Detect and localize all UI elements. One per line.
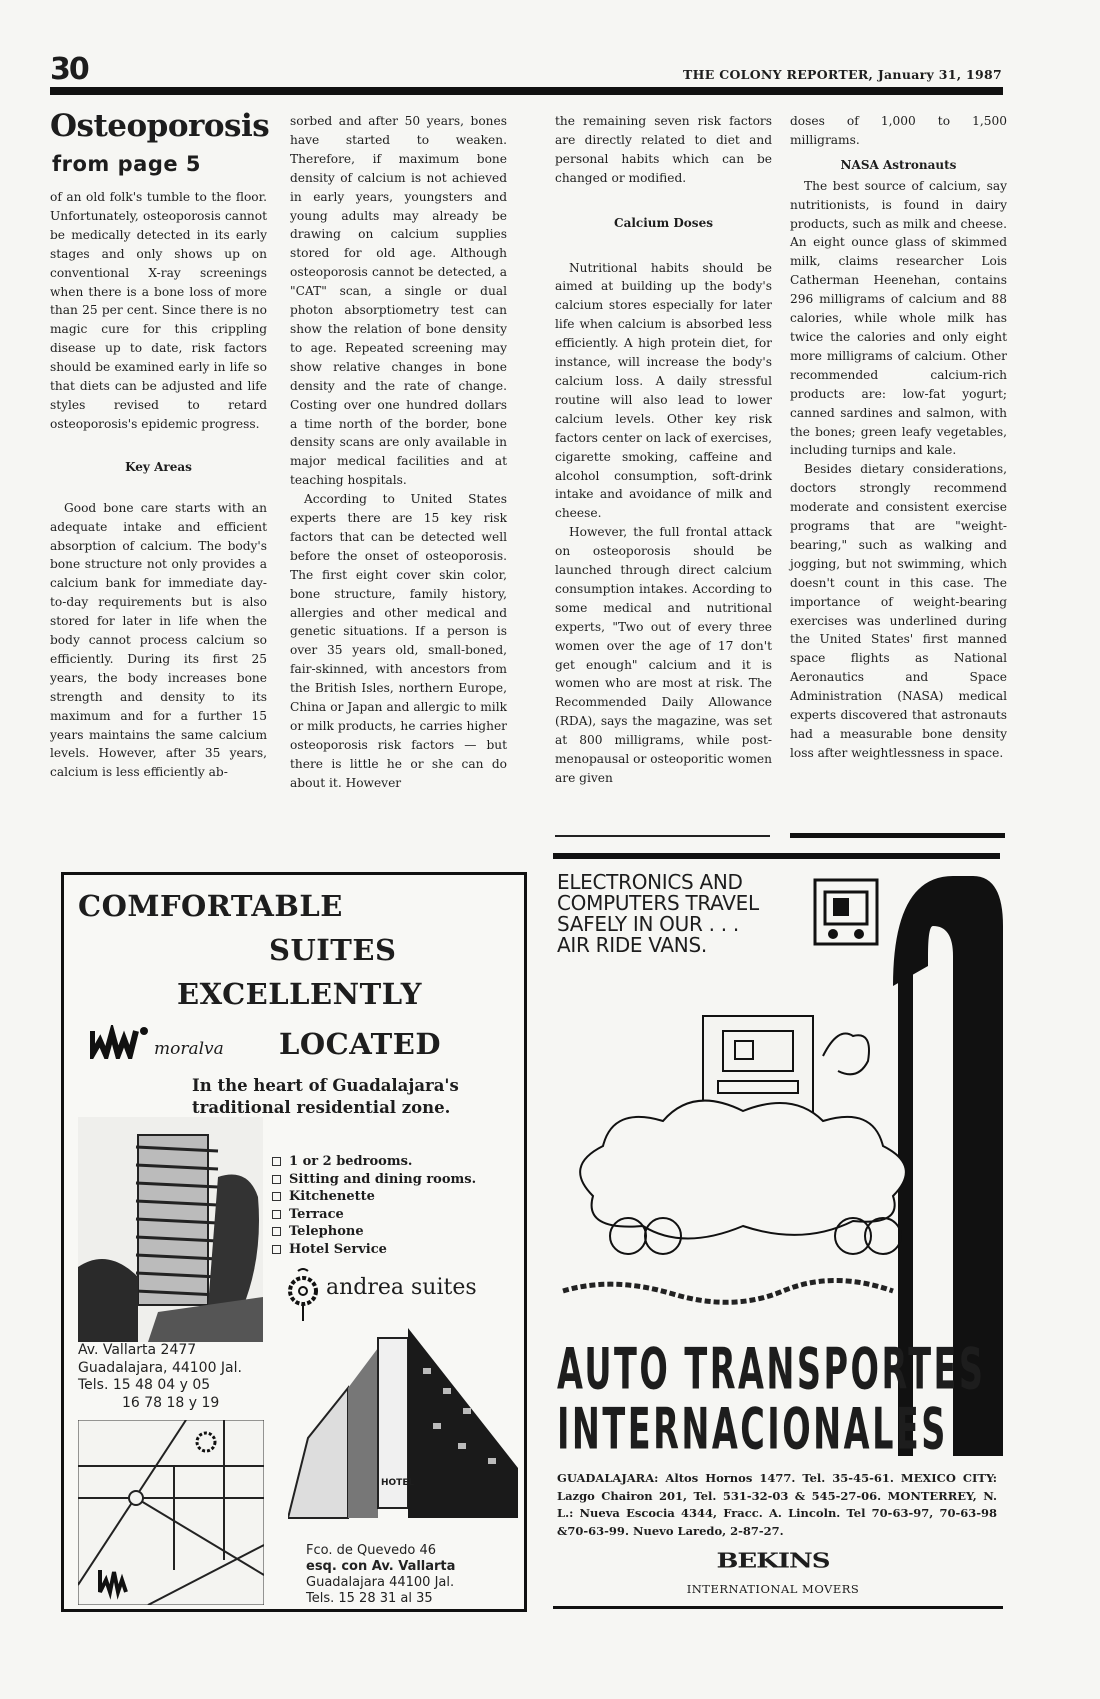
amenities-list	[272, 1153, 476, 1258]
second-hotel-photo	[288, 1328, 522, 1533]
header-rule	[50, 87, 1003, 95]
amenity-label: Terrace	[289, 1206, 344, 1222]
checkbox-icon	[272, 1245, 281, 1254]
paragraph: Nutritional habits should be aimed at building up the body's calcium stores especially for later life when calcium is absorbed less efficiently. A high protein diet, for instance, will increase the body's calcium loss. A daily stressful routine will also lead to lower calcium levels. Other key risk factors center on lack of exercises, cigarette smoking, caffeine and alcohol consumption, soft-drink intake and avoidance of milk and cheese.	[555, 260, 772, 521]
slogan-line: SAFELY IN OUR . . .	[557, 912, 739, 936]
andrea-emblem-icon	[286, 1267, 320, 1328]
subhead: NASA Astronauts	[840, 157, 957, 172]
address-line: Guadalajara 44100 Jal.	[306, 1575, 455, 1590]
address-line: esq. con Av. Vallarta	[306, 1559, 456, 1574]
checkbox-icon	[272, 1157, 281, 1166]
amenity-label: Hotel Service	[289, 1241, 387, 1257]
bekins-subtitle: INTERNATIONAL MOVERS	[686, 1582, 860, 1596]
paragraph: sorbed and after 50 years, bones have started to weaken. Therefore, if maximum bone density of calcium is not achieved in early years, youngsters and young adults may already be drawing on calcium supplies stored for old age. Although osteoporosis cannot be detected, a "CAT" scan, a single or dual photon absorptiometry test can show the relation of bone density to age. Repeated screening may show relative changes in bone density and the rate of change. Costing over one hundred dollars a time north of the border, bone density scans are only available in major medical facilities and at teaching hospitals.	[290, 114, 507, 488]
branch-addresses: GUADALAJARA: Altos Hornos 1477. Tel. 35-45-61. MEXICO CITY: Lazgo Chairon 201, Tel. 531-32-03 & 545-27-06. MONTERREY, N. L.: Nueva Escocia 4344, Fracc. A. Lincoln. Tel 70-63-97, 70-63-98 &70-63-99. Nuevo Laredo, 2-87-27.	[557, 1471, 997, 1538]
andrea-suites-ad	[61, 872, 527, 1612]
page-number: 30	[50, 52, 88, 87]
paragraph: However, the full frontal attack on osteoporosis should be launched through direct calcium consumption intakes. According to some medical and nutritional experts, "Two out of every three women over the age of 17 don't get enough" calcium and it is women who are most at risk. The Recommended Daily Allowance (RDA), says the magazine, was set at 800 milligrams, while post-menopausal or osteoporitic women are given	[555, 525, 772, 785]
amenity-label: Sitting and dining rooms.	[289, 1171, 477, 1187]
address-line: Av. Vallarta 2477	[78, 1342, 197, 1358]
address-line: Guadalajara, 44100 Jal.	[78, 1359, 242, 1376]
amenity-item	[272, 1188, 476, 1206]
jump-line: from page 5	[52, 152, 202, 176]
amenity-label: Telephone	[289, 1224, 364, 1239]
article-column-3	[555, 112, 772, 788]
paragraph: Good bone care starts with an adequate intake and efficient absorption of calcium. The body's bone structure not only provides a calcium bank for immediate day-to-day requirements but is also stored for later in life when the body cannot process calcium so efficiently. During its first 25 years, the body increases bone strength and density to its maximum and for a further 15 years maintains the same calcium levels. However, after 35 years, calcium is less efficiently ab-	[50, 500, 267, 780]
tagline-line: In the heart of Guadalajara's	[192, 1076, 459, 1095]
paragraph: the remaining seven risk factors are directly related to diet and personal habits which can be changed or modified.	[555, 114, 772, 185]
address-line: 16 78 18 y 19	[122, 1394, 220, 1411]
hotel-sign: HOTEL	[381, 1478, 415, 1488]
address-line: Tels. 15 28 31 al 35	[306, 1591, 433, 1606]
section-rule	[553, 853, 1000, 859]
van-icon	[815, 880, 877, 944]
ad-bottom-rule	[553, 1606, 1003, 1609]
tagline-line: traditional residential zone.	[192, 1098, 451, 1117]
amenity-label: 1 or 2 bedrooms.	[289, 1154, 413, 1169]
paragraph: The best source of calcium, say nutritionists, is found in dairy products, such as milk and cheese. An eight ounce glass of skimmed milk, claims researcher Lois Catherman Heenehan, contains 296 milligrams of calcium and 88 calories, while whole milk has twice the calories and only eight more milligrams of calcium. Other recommended calcium-rich products are: low-fat yogurt; canned sardines and salmon, with the bones; green leafy vegetables, including turnips and kale.	[790, 178, 1007, 458]
ad-headline: LOCATED	[279, 1027, 441, 1061]
company-name-line2: INTERNACIONALES	[557, 1396, 948, 1463]
article-headline: Osteoporosis	[50, 108, 270, 144]
amenity-item	[272, 1223, 476, 1241]
location-map	[78, 1420, 264, 1610]
article-column-4	[790, 112, 1007, 763]
paragraph: Besides dietary considerations, doctors strongly recommend moderate and consistent exercise programs that are "weight-bearing," such as walking and jogging, but not swimming, which doesn't count in this case. The importance of weight-bearing exercises was underlined during the United States' first manned space flights as National Aeronautics and Space Administration (NASA) medical experts discovered that astronauts had a measurable bone density loss after weightlessness in space.	[790, 462, 1007, 760]
ad-headline: COMFORTABLE	[78, 889, 343, 923]
address-line: Tels. 15 48 04 y 05	[78, 1377, 211, 1393]
address-block-2	[306, 1543, 455, 1607]
checkbox-icon	[272, 1227, 281, 1236]
subhead: Key Areas	[125, 459, 192, 474]
address-line: Fco. de Quevedo 46	[306, 1543, 437, 1558]
ad-headline: EXCELLENTLY	[177, 977, 422, 1011]
auto-transportes-ad	[553, 866, 1003, 1611]
amenity-label: Kitchenette	[289, 1189, 375, 1204]
moralva-logo-icon	[90, 1025, 150, 1064]
amenity-item	[272, 1153, 476, 1171]
bekins-logo: BEKINS	[716, 1549, 830, 1573]
moralva-logo-text: moralva	[154, 1039, 224, 1059]
article-column-1	[50, 188, 267, 782]
amenity-item	[272, 1171, 476, 1189]
masthead: THE COLONY REPORTER, January 31, 1987	[683, 67, 1002, 82]
ad-tagline	[192, 1075, 459, 1119]
company-name-line1: AUTO TRANSPORTES	[557, 1336, 986, 1403]
article-column-2	[290, 112, 507, 793]
checkbox-icon	[272, 1192, 281, 1201]
column-rule	[790, 833, 1005, 838]
column-rule	[555, 835, 770, 837]
brand-name: andrea suites	[326, 1275, 477, 1300]
subhead: Calcium Doses	[614, 215, 713, 230]
hotel-building-photo	[78, 1117, 263, 1347]
checkbox-icon	[272, 1175, 281, 1184]
amenity-item	[272, 1241, 476, 1259]
cloud-truck-illustration	[580, 1016, 906, 1254]
slogan-line: AIR RIDE VANS.	[557, 933, 707, 957]
paragraph: of an old folk's tumble to the floor. Unfortunately, osteoporosis cannot be medically detected in its early stages and only shows up on conventional X-ray screenings when there is a bone loss of more than 25 per cent. Since there is no magic cure for this crippling disease up to date, risk factors should be examined early in life so that diets can be adjusted and life styles revised to retard osteoporosis's epidemic progress.	[50, 190, 267, 431]
ad-headline: SUITES	[269, 933, 397, 967]
paragraph: doses of 1,000 to 1,500 milligrams.	[790, 114, 1007, 147]
slogan-line: ELECTRONICS AND	[557, 870, 743, 894]
checkbox-icon	[272, 1210, 281, 1219]
address-block-1	[78, 1342, 242, 1412]
amenity-item	[272, 1206, 476, 1224]
paragraph: According to United States experts there are 15 key risk factors that can be detected well before the onset of osteoporosis. The first eight cover skin color, bone structure, family history, allergies and other medical and genetic situations. If a person is over 35 years old, small-boned, fair-skinned, with ancestors from the British Isles, northern Europe, China or Japan and allergic to milk or milk products, he carries higher osteoporosis risk factors — but there is little he or she can do about it. However	[290, 492, 507, 790]
slogan-line: COMPUTERS TRAVEL	[557, 891, 759, 915]
